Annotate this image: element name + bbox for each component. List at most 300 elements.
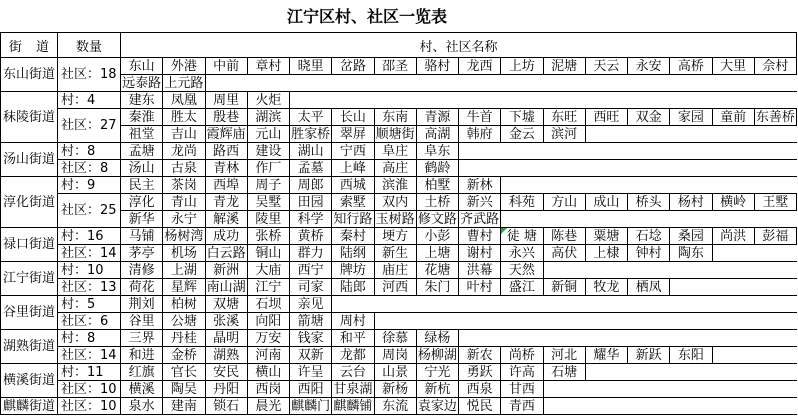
name-cell: 佘村 bbox=[754, 58, 796, 75]
name-cell: 知行路 bbox=[333, 211, 373, 227]
name-cell: 西阳 bbox=[290, 381, 332, 398]
name-cell: 周村 bbox=[332, 313, 374, 330]
name-cell: 彭福 bbox=[754, 228, 796, 245]
empty-cell bbox=[754, 347, 796, 364]
name-cell: 机场 bbox=[163, 245, 205, 262]
table-row bbox=[1, 313, 797, 330]
empty-cell bbox=[754, 381, 796, 398]
name-cell: 上峰 bbox=[332, 160, 374, 177]
table-row bbox=[1, 347, 797, 364]
name-cell: 朱门 bbox=[416, 279, 458, 296]
name-cell: 骆村 bbox=[416, 58, 458, 75]
name-cell: 章村 bbox=[247, 58, 289, 75]
header-names: 村、社区名称 bbox=[121, 33, 797, 58]
count-cell: 村：16 bbox=[58, 228, 121, 245]
table-row bbox=[1, 364, 797, 381]
empty-cell bbox=[543, 92, 585, 109]
name-cell: 西城 bbox=[332, 177, 374, 194]
name-cell: 亲见 bbox=[290, 296, 332, 313]
name-cell: 茶岗 bbox=[163, 177, 205, 194]
name-cell: 高湖 bbox=[416, 126, 458, 143]
name-cell: 大庙 bbox=[247, 262, 289, 279]
empty-cell bbox=[754, 262, 796, 279]
name-cell: 张桥 bbox=[247, 228, 289, 245]
name-cell: 晓里 bbox=[290, 58, 332, 75]
error-indicator-icon bbox=[501, 228, 507, 234]
empty-cell bbox=[754, 160, 796, 177]
name-cell: 茅亭 bbox=[121, 245, 163, 262]
empty-cell bbox=[585, 160, 627, 177]
table-row bbox=[1, 296, 797, 313]
name-cell: 胜家桥 bbox=[291, 126, 331, 142]
count-cell: 村：4 bbox=[58, 92, 121, 109]
name-cell: 东旺 bbox=[543, 109, 585, 126]
empty-cell bbox=[628, 143, 670, 160]
empty-cell bbox=[543, 75, 585, 92]
name-cell: 陆郎 bbox=[332, 279, 374, 296]
name-cell: 双塘 bbox=[205, 296, 247, 313]
table-row bbox=[1, 194, 797, 211]
count-cell: 村：10 bbox=[58, 262, 121, 279]
street-name-cell: 湖熟街道 bbox=[1, 330, 58, 364]
name-cell: 土桥 bbox=[416, 194, 458, 211]
empty-cell bbox=[585, 398, 627, 415]
name-cell: 云台 bbox=[332, 364, 374, 381]
table-row bbox=[1, 262, 797, 279]
name-cell: 建设 bbox=[247, 143, 289, 160]
count-cell: 社区：27 bbox=[58, 109, 121, 143]
name-cell: 东山 bbox=[121, 58, 163, 75]
table-row bbox=[1, 177, 797, 194]
name-cell: 勇跃 bbox=[459, 364, 501, 381]
empty-cell bbox=[543, 296, 585, 313]
empty-cell bbox=[670, 262, 712, 279]
table-row bbox=[1, 398, 797, 415]
name-cell: 东阳 bbox=[670, 347, 712, 364]
name-cell: 新杨 bbox=[374, 381, 416, 398]
name-cell: 荆刘 bbox=[121, 296, 163, 313]
empty-cell bbox=[459, 75, 501, 92]
name-cell: 尚桥 bbox=[501, 347, 543, 364]
name-cell: 柏墅 bbox=[416, 177, 458, 194]
name-cell: 新跃 bbox=[628, 347, 670, 364]
name-cell: 杨柳湖 bbox=[417, 347, 457, 363]
empty-cell bbox=[628, 398, 670, 415]
name-cell: 滨河 bbox=[543, 126, 585, 143]
name-cell: 钟村 bbox=[628, 245, 670, 262]
empty-cell bbox=[543, 160, 585, 177]
header-street: 街 道 bbox=[1, 33, 58, 58]
empty-cell bbox=[712, 245, 754, 262]
name-cell: 双内 bbox=[374, 194, 416, 211]
street-name-cell: 东山街道 bbox=[1, 58, 58, 92]
empty-cell bbox=[459, 296, 501, 313]
empty-cell bbox=[459, 313, 501, 330]
name-cell: 秦淮 bbox=[121, 109, 163, 126]
name-cell: 石坝 bbox=[247, 296, 289, 313]
empty-cell bbox=[628, 262, 670, 279]
name-cell: 双金 bbox=[628, 109, 670, 126]
name-cell: 陵里 bbox=[247, 211, 289, 228]
empty-cell bbox=[754, 279, 796, 296]
name-cell: 小彭 bbox=[416, 228, 458, 245]
empty-cell bbox=[290, 75, 332, 92]
empty-cell bbox=[374, 75, 416, 92]
name-cell: 谷里 bbox=[121, 313, 163, 330]
count-cell: 社区：14 bbox=[58, 347, 121, 364]
name-cell: 向阳 bbox=[247, 313, 289, 330]
count-cell: 社区：18 bbox=[58, 58, 121, 92]
name-cell: 河北 bbox=[543, 347, 585, 364]
village-community-table bbox=[0, 32, 797, 415]
name-cell: 科苑 bbox=[501, 194, 543, 211]
name-cell: 高伏 bbox=[543, 245, 585, 262]
name-cell: 金桥 bbox=[163, 347, 205, 364]
name-cell: 箭塘 bbox=[290, 313, 332, 330]
table-row bbox=[1, 126, 797, 143]
name-cell: 横溪 bbox=[121, 381, 163, 398]
empty-cell bbox=[712, 398, 754, 415]
empty-cell bbox=[670, 296, 712, 313]
table-row bbox=[1, 330, 797, 347]
name-cell: 悦民 bbox=[459, 398, 501, 415]
name-cell: 袁家边 bbox=[417, 398, 457, 414]
name-cell: 公塘 bbox=[163, 313, 205, 330]
name-cell: 胜太 bbox=[163, 109, 205, 126]
name-cell: 青西 bbox=[501, 398, 543, 415]
name-cell: 上塘 bbox=[416, 245, 458, 262]
name-cell: 修文路 bbox=[417, 211, 457, 227]
name-cell: 马铺 bbox=[121, 228, 163, 245]
name-cell: 红旗 bbox=[121, 364, 163, 381]
table-row bbox=[1, 109, 797, 126]
empty-cell bbox=[754, 211, 796, 228]
empty-cell bbox=[712, 75, 754, 92]
street-name-cell: 横溪街道 bbox=[1, 364, 58, 398]
name-cell: 索墅 bbox=[332, 194, 374, 211]
empty-cell bbox=[628, 296, 670, 313]
empty-cell bbox=[712, 143, 754, 160]
name-cell: 尚洪 bbox=[712, 228, 754, 245]
name-cell: 古泉 bbox=[163, 160, 205, 177]
name-cell: 韩府 bbox=[459, 126, 501, 143]
empty-cell bbox=[416, 296, 458, 313]
header-row bbox=[1, 33, 797, 58]
name-cell: 甘西 bbox=[501, 381, 543, 398]
name-cell: 天云 bbox=[585, 58, 627, 75]
empty-cell bbox=[501, 313, 543, 330]
name-cell: 金云 bbox=[501, 126, 543, 143]
name-cell: 东南 bbox=[374, 109, 416, 126]
empty-cell bbox=[670, 126, 712, 143]
name-cell: 王墅 bbox=[754, 194, 796, 211]
empty-cell bbox=[670, 330, 712, 347]
name-cell: 高桥 bbox=[670, 58, 712, 75]
name-cell: 徐慕 bbox=[374, 330, 416, 347]
empty-cell bbox=[585, 296, 627, 313]
name-cell: 洪幕 bbox=[459, 262, 501, 279]
name-cell: 汤山 bbox=[121, 160, 163, 177]
empty-cell bbox=[585, 313, 627, 330]
name-cell: 盛江 bbox=[501, 279, 543, 296]
empty-cell bbox=[712, 262, 754, 279]
name-cell: 谢村 bbox=[459, 245, 501, 262]
name-cell: 甘泉湖 bbox=[333, 381, 373, 397]
name-cell: 翠屏 bbox=[332, 126, 374, 143]
empty-cell bbox=[712, 126, 754, 143]
empty-cell bbox=[754, 92, 796, 109]
name-cell: 柏树 bbox=[163, 296, 205, 313]
name-cell: 白云路 bbox=[206, 245, 246, 261]
name-cell: 科学 bbox=[290, 211, 332, 228]
empty-cell bbox=[712, 347, 754, 364]
name-cell: 周岗 bbox=[374, 347, 416, 364]
empty-cell bbox=[628, 330, 670, 347]
empty-cell bbox=[712, 364, 754, 381]
empty-cell bbox=[416, 92, 458, 109]
name-cell: 青山 bbox=[163, 194, 205, 211]
name-cell: 外港 bbox=[163, 58, 205, 75]
empty-cell bbox=[543, 313, 585, 330]
empty-cell bbox=[670, 381, 712, 398]
name-cell: 双新 bbox=[290, 347, 332, 364]
name-cell: 新杭 bbox=[416, 381, 458, 398]
name-cell: 孟塘 bbox=[121, 143, 163, 160]
empty-cell bbox=[501, 143, 543, 160]
name-cell: 童前 bbox=[712, 109, 754, 126]
empty-cell bbox=[754, 245, 796, 262]
count-cell: 村：11 bbox=[58, 364, 121, 381]
name-cell: 桥头 bbox=[628, 194, 670, 211]
name-cell: 陆纲 bbox=[332, 245, 374, 262]
empty-cell bbox=[585, 143, 627, 160]
name-cell: 火炬 bbox=[247, 92, 289, 109]
name-cell: 东流 bbox=[374, 398, 416, 415]
name-cell: 晨光 bbox=[247, 398, 289, 415]
empty-cell bbox=[670, 313, 712, 330]
name-cell: 新华 bbox=[121, 211, 163, 228]
name-cell: 花塘 bbox=[416, 262, 458, 279]
count-cell: 村：8 bbox=[58, 330, 121, 347]
name-cell: 丹桂 bbox=[163, 330, 205, 347]
empty-cell bbox=[754, 177, 796, 194]
name-cell: 埂方 bbox=[374, 228, 416, 245]
name-cell: 许高 bbox=[501, 364, 543, 381]
count-cell: 社区：6 bbox=[58, 313, 121, 330]
empty-cell bbox=[501, 160, 543, 177]
empty-cell bbox=[670, 211, 712, 228]
empty-cell bbox=[712, 381, 754, 398]
empty-cell bbox=[712, 296, 754, 313]
name-cell: 湖滨 bbox=[247, 109, 289, 126]
name-cell: 横岭 bbox=[712, 194, 754, 211]
name-cell: 民主 bbox=[121, 177, 163, 194]
table-row bbox=[1, 228, 797, 245]
name-cell: 耀华 bbox=[585, 347, 627, 364]
header-count: 数量 bbox=[58, 33, 121, 58]
table-row bbox=[1, 143, 797, 160]
count-cell: 社区：10 bbox=[58, 398, 121, 415]
empty-cell bbox=[585, 92, 627, 109]
name-cell: 解溪 bbox=[205, 211, 247, 228]
name-cell: 东善桥 bbox=[755, 109, 795, 125]
name-cell: 上棣 bbox=[585, 245, 627, 262]
empty-cell bbox=[585, 364, 627, 381]
street-name-cell: 禄口街道 bbox=[1, 228, 58, 262]
empty-cell bbox=[247, 75, 289, 92]
empty-cell bbox=[670, 92, 712, 109]
empty-cell bbox=[585, 330, 627, 347]
name-cell: 新林 bbox=[459, 177, 501, 194]
name-cell: 星辉 bbox=[163, 279, 205, 296]
name-cell: 河南 bbox=[247, 347, 289, 364]
name-cell: 曹村 bbox=[459, 228, 501, 245]
empty-cell bbox=[459, 330, 501, 347]
empty-cell bbox=[712, 177, 754, 194]
name-cell: 新生 bbox=[374, 245, 416, 262]
empty-cell bbox=[501, 92, 543, 109]
name-cell: 作厂 bbox=[247, 160, 289, 177]
name-cell: 新农 bbox=[459, 347, 501, 364]
name-cell: 西泉 bbox=[459, 381, 501, 398]
name-cell: 方山 bbox=[543, 194, 585, 211]
count-cell: 社区：8 bbox=[58, 160, 121, 177]
name-cell: 凤凰 bbox=[163, 92, 205, 109]
name-cell: 天然 bbox=[501, 262, 543, 279]
empty-cell bbox=[205, 75, 247, 92]
name-cell: 滨淮 bbox=[374, 177, 416, 194]
count-cell: 社区：25 bbox=[58, 194, 121, 228]
count-cell: 村：8 bbox=[58, 143, 121, 160]
empty-cell bbox=[628, 364, 670, 381]
name-cell: 齐武路 bbox=[460, 211, 500, 227]
name-cell: 安民 bbox=[205, 364, 247, 381]
name-cell: 殷巷 bbox=[205, 109, 247, 126]
name-cell: 牧龙 bbox=[585, 279, 627, 296]
empty-cell bbox=[459, 160, 501, 177]
name-cell: 吴墅 bbox=[247, 194, 289, 211]
name-cell: 龙尚 bbox=[163, 143, 205, 160]
street-name-cell: 麒麟街道 bbox=[1, 398, 58, 415]
street-name-cell: 汤山街道 bbox=[1, 143, 58, 177]
empty-cell bbox=[543, 398, 585, 415]
name-cell: 成功 bbox=[205, 228, 247, 245]
name-cell: 张溪 bbox=[205, 313, 247, 330]
name-cell: 中前 bbox=[205, 58, 247, 75]
name-cell: 庙庄 bbox=[374, 262, 416, 279]
name-cell: 万安 bbox=[247, 330, 289, 347]
name-cell: 龙西 bbox=[459, 58, 501, 75]
count-cell: 村：5 bbox=[58, 296, 121, 313]
name-cell: 黄桥 bbox=[290, 228, 332, 245]
name-cell: 杨树湾 bbox=[164, 228, 204, 244]
name-cell: 徒 塘 bbox=[501, 228, 543, 245]
name-cell: 荷花 bbox=[121, 279, 163, 296]
empty-cell bbox=[670, 398, 712, 415]
empty-cell bbox=[585, 177, 627, 194]
name-cell: 陈巷 bbox=[543, 228, 585, 245]
name-cell: 路西 bbox=[205, 143, 247, 160]
empty-cell bbox=[585, 126, 627, 143]
name-cell: 桑园 bbox=[670, 228, 712, 245]
name-cell: 河西 bbox=[374, 279, 416, 296]
empty-cell bbox=[670, 75, 712, 92]
street-name-cell: 秣陵街道 bbox=[1, 92, 58, 143]
name-cell: 上元路 bbox=[164, 75, 204, 91]
table-row bbox=[1, 160, 797, 177]
empty-cell bbox=[501, 211, 543, 228]
name-cell: 周子 bbox=[247, 177, 289, 194]
empty-cell bbox=[712, 279, 754, 296]
name-cell: 青林 bbox=[205, 160, 247, 177]
name-cell: 吉山 bbox=[163, 126, 205, 143]
name-cell: 清修 bbox=[121, 262, 163, 279]
name-cell: 西旺 bbox=[585, 109, 627, 126]
empty-cell bbox=[543, 262, 585, 279]
empty-cell bbox=[628, 160, 670, 177]
name-cell: 和进 bbox=[121, 347, 163, 364]
name-cell: 家园 bbox=[670, 109, 712, 126]
empty-cell bbox=[628, 126, 670, 143]
table-row bbox=[1, 245, 797, 262]
name-cell: 江宁 bbox=[247, 279, 289, 296]
count-cell: 社区：13 bbox=[58, 279, 121, 296]
empty-cell bbox=[543, 177, 585, 194]
name-cell: 南山湖 bbox=[206, 279, 246, 295]
name-cell: 远泰路 bbox=[122, 75, 162, 91]
name-cell: 秦村 bbox=[332, 228, 374, 245]
street-name-cell: 谷里街道 bbox=[1, 296, 58, 330]
empty-cell bbox=[501, 330, 543, 347]
name-cell: 西埠 bbox=[205, 177, 247, 194]
empty-cell bbox=[754, 313, 796, 330]
empty-cell bbox=[501, 177, 543, 194]
empty-cell bbox=[628, 381, 670, 398]
empty-cell bbox=[628, 313, 670, 330]
name-cell: 大里 bbox=[712, 58, 754, 75]
name-cell: 麒麟铺 bbox=[333, 398, 373, 414]
name-cell: 司家 bbox=[290, 279, 332, 296]
table-row bbox=[1, 279, 797, 296]
name-cell: 新兴 bbox=[459, 194, 501, 211]
name-cell: 泥塘 bbox=[543, 58, 585, 75]
name-cell: 官长 bbox=[163, 364, 205, 381]
name-cell: 玉树路 bbox=[375, 211, 415, 227]
name-cell: 牛首 bbox=[459, 109, 501, 126]
name-cell: 淳化 bbox=[121, 194, 163, 211]
name-cell: 粟塘 bbox=[585, 228, 627, 245]
name-cell: 岔路 bbox=[332, 58, 374, 75]
name-cell: 周郎 bbox=[290, 177, 332, 194]
empty-cell bbox=[670, 279, 712, 296]
empty-cell bbox=[712, 160, 754, 177]
name-cell: 锁石 bbox=[205, 398, 247, 415]
empty-cell bbox=[543, 330, 585, 347]
count-cell: 社区：10 bbox=[58, 381, 121, 398]
name-cell: 麒麟门 bbox=[291, 398, 331, 414]
name-cell: 新铜 bbox=[543, 279, 585, 296]
table-body bbox=[1, 58, 797, 415]
page-title: 江宁区村、社区一览表 bbox=[286, 7, 447, 26]
empty-cell bbox=[416, 75, 458, 92]
empty-cell bbox=[543, 211, 585, 228]
empty-cell bbox=[332, 296, 374, 313]
name-cell: 石埝 bbox=[628, 228, 670, 245]
name-cell: 田园 bbox=[290, 194, 332, 211]
empty-cell bbox=[712, 211, 754, 228]
empty-cell bbox=[628, 177, 670, 194]
empty-cell bbox=[374, 313, 416, 330]
